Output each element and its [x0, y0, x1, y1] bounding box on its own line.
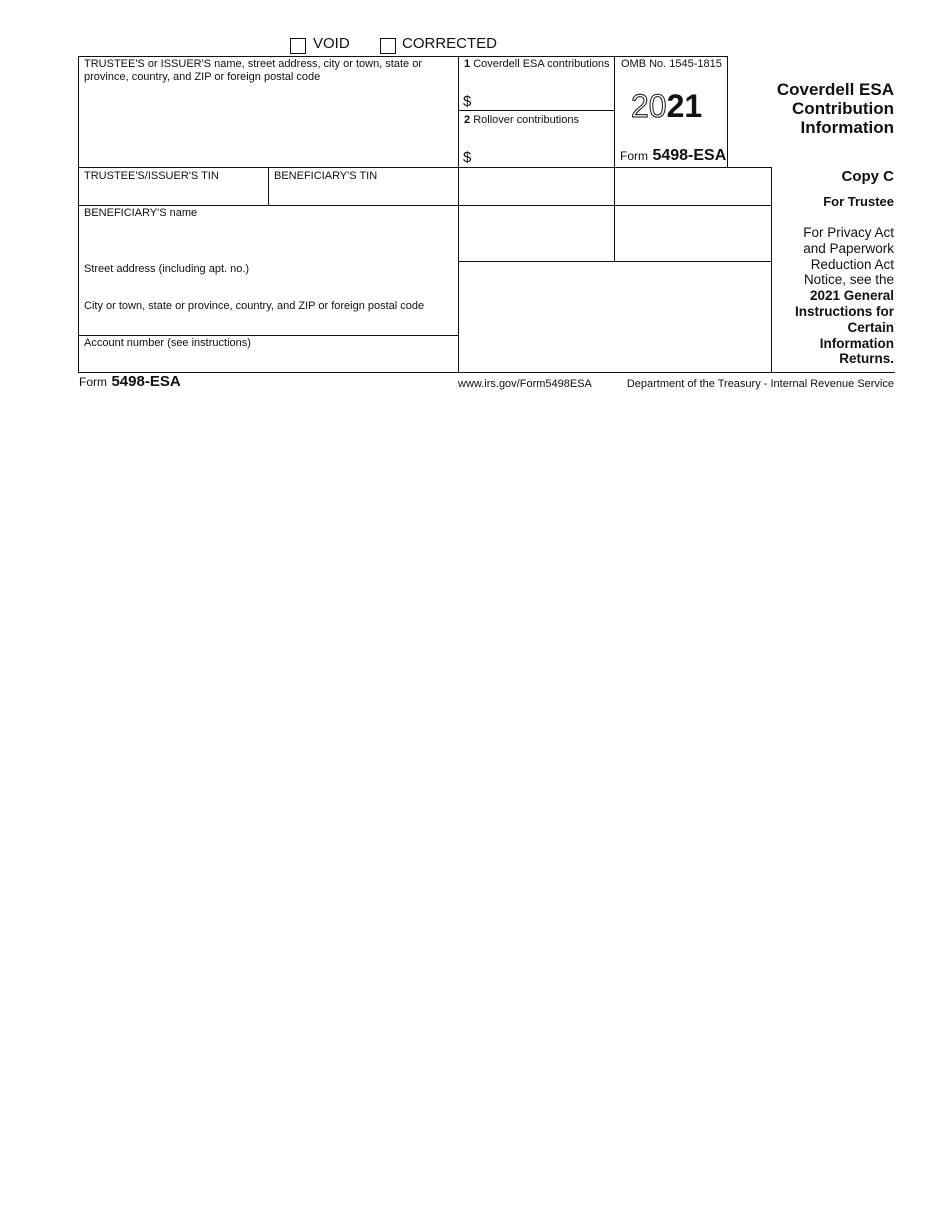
city-field[interactable]: City or town, state or province, country, and ZIP or foreign postal code [84, 300, 425, 312]
form-title [777, 80, 894, 137]
corrected-label: CORRECTED [402, 35, 498, 52]
notice-line: Certain [847, 319, 894, 335]
notice-line: Returns. [839, 351, 894, 367]
privacy-notice [795, 225, 894, 367]
footer-form-name: 5498-ESA [111, 373, 181, 390]
notice-line: and Paperwork [803, 240, 894, 256]
box1-number: 1 [464, 58, 471, 70]
footer-form-prefix: Form [79, 375, 107, 389]
notice-line: Information [819, 335, 894, 351]
corrected-checkbox[interactable] [380, 38, 396, 54]
title-line: Coverdell ESA [776, 80, 894, 99]
notice-line: 2021 General [809, 288, 894, 304]
footer-url[interactable]: www.irs.gov/Form5498ESA [458, 378, 592, 390]
tax-year [631, 88, 702, 124]
notice-line: Reduction Act [810, 256, 894, 272]
box2-rollover-contributions[interactable] [464, 114, 579, 127]
account-number-field[interactable]: Account number (see instructions) [84, 337, 251, 349]
box1-label: Coverdell ESA contributions [473, 58, 610, 70]
copy-label: Copy C [841, 168, 894, 185]
box1-coverdell-contributions[interactable] [464, 58, 610, 71]
beneficiary-name-field[interactable]: BENEFICIARY'S name [84, 207, 198, 219]
title-line: Contribution [792, 99, 894, 118]
year-outline: 20 [631, 88, 667, 124]
notice-line: Instructions for [794, 303, 894, 319]
beneficiary-tin-field[interactable]: BENEFICIARY'S TIN [274, 170, 378, 182]
notice-line: For Privacy Act [803, 225, 894, 240]
title-line: Information [800, 118, 894, 137]
street-address-field[interactable]: Street address (including apt. no.) [84, 263, 250, 275]
notice-line: Notice, see the [803, 272, 894, 288]
omb-number: OMB No. 1545-1815 [621, 58, 722, 70]
void-label: VOID [313, 35, 350, 52]
form-name: 5498-ESA [652, 147, 727, 164]
trustee-tin-field[interactable]: TRUSTEE'S/ISSUER'S TIN [84, 170, 219, 182]
void-checkbox[interactable] [290, 38, 306, 54]
box2-number: 2 [464, 114, 471, 126]
box2-currency: $ [463, 149, 472, 166]
form-id [620, 147, 726, 165]
copy-for: For Trustee [823, 194, 894, 209]
year-bold: 21 [666, 88, 703, 124]
footer-form-id [79, 373, 181, 391]
box2-label: Rollover contributions [473, 114, 579, 126]
footer-department: Department of the Treasury - Internal Revenue Service [626, 378, 894, 390]
trustee-name-field[interactable]: TRUSTEE'S or ISSUER'S name, street address, city or town, state or province, country, and ZIP or foreign postal code [84, 58, 422, 83]
form-prefix: Form [620, 149, 648, 163]
box1-currency: $ [463, 93, 472, 110]
